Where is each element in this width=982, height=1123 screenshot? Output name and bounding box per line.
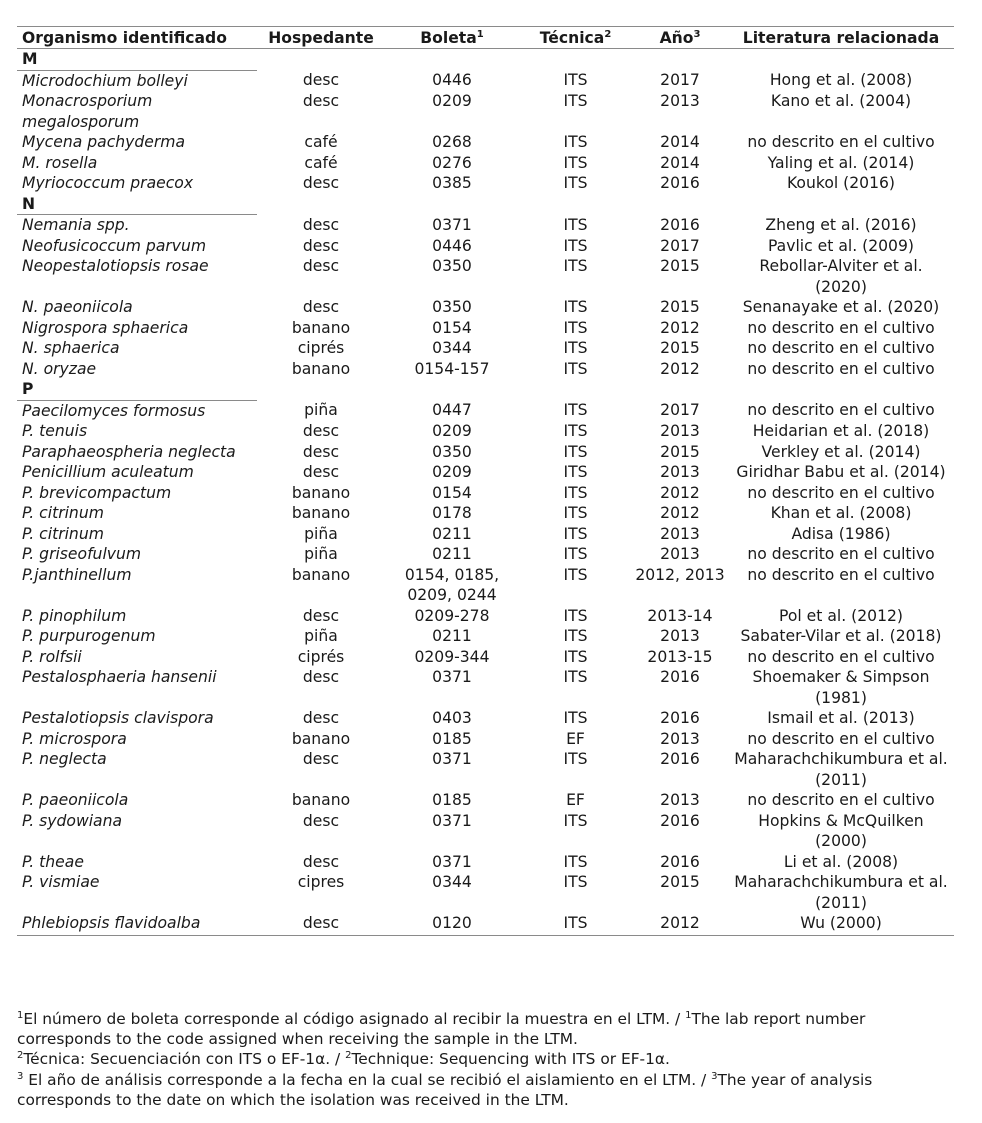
header-literature: Literatura relacionada <box>728 27 954 49</box>
cell-boleta: 0371 <box>432 750 472 768</box>
cell-organism: Nemania spp. <box>22 216 130 234</box>
cell-boleta: 0268 <box>432 133 472 151</box>
cell-technique: ITS <box>563 318 588 337</box>
cell-host: banano <box>291 483 351 502</box>
cell-boleta: 0385 <box>432 174 472 192</box>
cell-technique: ITS <box>563 133 588 151</box>
section-letter: P <box>17 379 257 400</box>
cell-technique: ITS <box>563 668 588 686</box>
cell-year: 2017 <box>660 401 700 419</box>
cell-year: 2012 <box>660 359 700 378</box>
cell-literature: Pol et al. (2012) <box>779 606 903 625</box>
cell-host: desc <box>302 215 340 234</box>
table-row <box>17 70 954 91</box>
cell-year: 2015 <box>660 298 700 316</box>
cell-host: banano <box>291 504 351 522</box>
cell-year: 2017 <box>660 71 700 89</box>
cell-host: piña <box>304 545 338 563</box>
table-row <box>17 256 954 297</box>
cell-organism: Pestalotiopsis clavispora <box>22 709 214 727</box>
cell-technique: ITS <box>563 565 588 584</box>
cell-organism: P. vismiae <box>22 873 100 891</box>
cell-host: desc <box>302 92 340 110</box>
cell-host: desc <box>257 913 385 935</box>
table-row <box>17 811 954 852</box>
cell-boleta: 0154, 0185, 0209, 0244 <box>404 565 500 604</box>
cell-year: 2013 <box>660 627 700 645</box>
cell-technique: ITS <box>563 504 588 522</box>
cell-host: desc <box>302 257 340 275</box>
table-row <box>17 708 954 729</box>
cell-year: 2016 <box>660 709 700 727</box>
table-row <box>17 236 954 257</box>
cell-organism: N. paeoniicola <box>22 298 133 316</box>
footnotes <box>17 1009 957 1110</box>
cell-year: 2015 <box>660 339 700 357</box>
cell-year: 2017 <box>660 236 700 255</box>
header-host: Hospedante <box>257 27 385 49</box>
cell-literature: Heidarian et al. (2018) <box>752 422 930 440</box>
cell-technique: ITS <box>563 359 588 378</box>
cell-boleta: 0446 <box>432 71 472 89</box>
cell-organism: P. brevicompactum <box>22 483 172 502</box>
table-row <box>17 524 954 545</box>
table-row <box>17 173 954 194</box>
table-row <box>17 729 954 750</box>
cell-technique: ITS <box>563 401 588 419</box>
table-row <box>17 483 954 504</box>
cell-boleta: 0371 <box>432 811 472 830</box>
cell-organism: P. tenuis <box>22 422 88 440</box>
footnote-1: $^1$El número de boleta corresponde al código asignado al recibir la muestra en el LTM. / $^1$The lab report number corresponds to the code assigned when receiving the sample in the LTM. <box>17 1009 866 1049</box>
cell-boleta: 0344 <box>432 339 472 357</box>
cell-technique: ITS <box>563 750 588 768</box>
cell-boleta: 0350 <box>432 442 472 461</box>
cell-literature: no descrito en el cultivo <box>747 401 935 419</box>
table-row <box>17 318 954 339</box>
cell-year: 2012 <box>632 913 728 935</box>
cell-host: café <box>304 153 338 172</box>
cell-boleta: 0371 <box>432 852 472 871</box>
cell-literature: no descrito en el cultivo <box>747 791 935 809</box>
cell-literature: Hopkins & McQuilken (2000) <box>758 811 924 850</box>
cell-technique: ITS <box>563 92 588 110</box>
table-row <box>17 606 954 627</box>
cell-boleta: 0211 <box>432 627 472 645</box>
cell-literature: Sabater-Vilar et al. (2018) <box>740 627 942 645</box>
cell-organism: P. griseofulvum <box>22 545 142 563</box>
cell-technique: ITS <box>563 852 588 871</box>
cell-literature: no descrito en el cultivo <box>747 133 935 151</box>
cell-year: 2013 <box>660 524 700 543</box>
cell-technique: ITS <box>563 71 588 89</box>
cell-literature: Zheng et al. (2016) <box>765 215 917 234</box>
cell-literature: no descrito en el cultivo <box>747 483 935 502</box>
section-letter-filler <box>257 194 954 215</box>
cell-literature: Li et al. (2008) <box>783 852 899 871</box>
cell-host: banano <box>291 729 351 748</box>
table-row <box>17 503 954 524</box>
cell-technique: ITS <box>563 174 588 192</box>
cell-literature: Rebollar-Alviter et al. (2020) <box>759 257 923 296</box>
header-technique: Técnica$^2$ <box>519 27 632 49</box>
cell-literature: Koukol (2016) <box>786 174 896 192</box>
cell-host: piña <box>304 627 338 645</box>
cell-technique: ITS <box>563 483 588 502</box>
cell-literature: Verkley et al. (2014) <box>761 442 921 461</box>
cell-boleta: 0185 <box>432 729 472 748</box>
table-row <box>17 400 954 421</box>
cell-boleta: 0154 <box>432 483 472 502</box>
cell-organism: P. theae <box>22 852 84 871</box>
cell-organism: Myriococcum praecox <box>22 174 194 192</box>
section-letter: N <box>17 194 257 215</box>
cell-organism: Neopestalotiopsis rosae <box>22 257 209 275</box>
cell-organism: P. paeoniicola <box>22 791 129 809</box>
cell-year: 2016 <box>660 852 700 871</box>
cell-organism: P. pinophilum <box>22 606 127 625</box>
cell-organism: Paecilomyces formosus <box>22 401 206 420</box>
cell-year: 2012 <box>660 504 700 522</box>
cell-host: desc <box>302 298 340 316</box>
cell-year: 2013 <box>660 791 700 809</box>
cell-boleta: 0154 <box>432 318 472 337</box>
cell-literature: no descrito en el cultivo <box>747 729 935 748</box>
cell-technique: EF <box>566 729 585 748</box>
table-row <box>17 462 954 483</box>
cell-organism: P. citrinum <box>22 504 104 522</box>
cell-organism: P. sydowiana <box>22 811 123 830</box>
section-letter-row <box>17 379 954 400</box>
table-row <box>17 667 954 708</box>
cell-year: 2016 <box>660 750 700 768</box>
cell-host: desc <box>302 750 340 768</box>
cell-host: desc <box>302 422 340 440</box>
cell-year: 2016 <box>660 215 700 234</box>
cell-technique: ITS <box>563 257 588 275</box>
cell-technique: ITS <box>519 913 632 935</box>
cell-technique: ITS <box>563 236 588 255</box>
cell-organism: P. citrinum <box>22 524 104 543</box>
table-row <box>17 421 954 442</box>
cell-technique: EF <box>566 791 585 809</box>
cell-year: 2013 <box>660 92 700 110</box>
table-row <box>17 544 954 565</box>
table-row <box>17 565 954 606</box>
cell-year: 2013 <box>660 422 700 440</box>
cell-literature: Maharachchikumbura et al. (2011) <box>734 873 948 912</box>
cell-year: 2013-15 <box>647 647 713 666</box>
cell-literature: Khan et al. (2008) <box>770 504 912 522</box>
cell-year: 2015 <box>660 257 700 275</box>
cell-boleta: 0211 <box>432 524 472 543</box>
table-row <box>17 749 954 790</box>
cell-host: desc <box>302 668 340 686</box>
cell-organism: P. purpurogenum <box>22 627 156 645</box>
cell-technique: ITS <box>563 442 588 461</box>
cell-organism: Monacrosporium megalosporum <box>22 92 153 131</box>
cell-boleta: 0120 <box>385 913 519 935</box>
cell-host: desc <box>302 463 340 481</box>
cell-year: 2014 <box>660 133 700 151</box>
cell-organism: N. sphaerica <box>22 339 120 357</box>
table-body <box>17 49 954 936</box>
cell-year: 2012 <box>660 318 700 337</box>
cell-boleta: 0209 <box>432 422 472 440</box>
cell-boleta: 0350 <box>432 257 472 275</box>
cell-year: 2013 <box>660 463 700 481</box>
cell-organism: Penicillium aculeatum <box>22 463 194 481</box>
section-letter-row <box>17 49 954 71</box>
cell-organism: P.janthinellum <box>22 565 132 584</box>
header-organism: Organismo identificado <box>17 27 257 49</box>
cell-literature: no descrito en el cultivo <box>747 359 935 378</box>
cell-literature: Shoemaker & Simpson (1981) <box>752 668 930 707</box>
cell-host: desc <box>302 174 340 192</box>
cell-literature: Ismail et al. (2013) <box>767 709 915 727</box>
cell-boleta: 0185 <box>432 791 472 809</box>
cell-year: 2016 <box>660 174 700 192</box>
cell-host: café <box>304 133 338 151</box>
cell-technique: ITS <box>563 873 588 891</box>
cell-year: 2016 <box>660 811 700 830</box>
table-header-row <box>17 27 954 49</box>
cell-host: banano <box>291 359 351 378</box>
cell-technique: ITS <box>563 811 588 830</box>
cell-year: 2012 <box>660 483 700 502</box>
cell-organism: P. microspora <box>22 729 127 748</box>
section-letter-filler <box>257 49 954 71</box>
cell-technique: ITS <box>563 339 588 357</box>
cell-host: banano <box>291 318 351 337</box>
cell-technique: ITS <box>563 463 588 481</box>
cell-literature: no descrito en el cultivo <box>747 545 935 563</box>
cell-host: desc <box>302 709 340 727</box>
cell-organism: Paraphaeospheria neglecta <box>22 442 236 461</box>
table-row <box>17 913 954 935</box>
table-row <box>17 359 954 380</box>
cell-boleta: 0371 <box>432 215 472 234</box>
cell-literature: Maharachchikumbura et al. (2011) <box>734 750 948 789</box>
cell-organism: M. rosella <box>22 153 98 172</box>
section-letter: M <box>17 49 257 71</box>
cell-literature: no descrito en el cultivo <box>747 318 935 337</box>
cell-boleta: 0371 <box>432 668 472 686</box>
cell-year: 2012, 2013 <box>635 565 725 584</box>
cell-boleta: 0209 <box>432 92 472 110</box>
cell-host: cipres <box>297 873 345 891</box>
cell-organism: Microdochium bolleyi <box>22 71 188 90</box>
cell-boleta: 0447 <box>432 401 472 419</box>
cell-boleta: 0154-157 <box>414 359 490 378</box>
cell-organism: P. neglecta <box>22 750 107 768</box>
cell-literature: Adisa (1986) <box>791 524 891 543</box>
cell-literature: Yaling et al. (2014) <box>767 153 915 172</box>
table-row <box>17 872 954 913</box>
cell-organism: N. oryzae <box>22 359 97 378</box>
cell-host: desc <box>302 811 340 830</box>
header-year: Año$^3$ <box>632 27 728 49</box>
cell-technique: ITS <box>563 545 588 563</box>
cell-host: ciprés <box>297 339 345 357</box>
cell-organism: Pestalosphaeria hansenii <box>22 668 217 686</box>
footnote-3: $^3$ El año de análisis corresponde a la fecha en la cual se recibió el aislamiento en el LTM. / $^3$The year of analysis corresponds to the date on which the isolation was received in the LTM. <box>17 1070 873 1109</box>
cell-boleta: 0350 <box>432 298 472 316</box>
cell-literature: no descrito en el cultivo <box>747 647 935 666</box>
cell-literature: Pavlic et al. (2009) <box>767 236 914 255</box>
cell-organism: Neofusicoccum parvum <box>22 236 207 255</box>
table-row <box>17 626 954 647</box>
cell-boleta: 0446 <box>432 236 472 255</box>
cell-literature: Senanayake et al. (2020) <box>742 298 940 316</box>
table-row <box>17 132 954 153</box>
cell-technique: ITS <box>563 298 588 316</box>
cell-boleta: 0209-278 <box>414 606 490 625</box>
cell-literature: Wu (2000) <box>728 913 954 935</box>
footnote-2: $^2$Técnica: Secuenciación con ITS o EF-1α. / $^2$Technique: Sequencing with ITS or EF-1α. <box>17 1050 670 1069</box>
cell-literature: no descrito en el cultivo <box>747 565 935 584</box>
cell-boleta: 0211 <box>432 545 472 563</box>
cell-technique: ITS <box>563 422 588 440</box>
table-row <box>17 790 954 811</box>
table-row <box>17 338 954 359</box>
cell-literature: Kano et al. (2004) <box>770 92 912 110</box>
cell-technique: ITS <box>563 647 588 666</box>
cell-boleta: 0209-344 <box>414 647 490 666</box>
cell-literature: no descrito en el cultivo <box>747 339 935 357</box>
cell-boleta: 0344 <box>432 873 472 891</box>
cell-organism: P. rolfsii <box>22 647 82 666</box>
cell-literature: Hong et al. (2008) <box>769 71 913 89</box>
header-boleta: Boleta$^1$ <box>385 27 519 49</box>
section-letter-row <box>17 194 954 215</box>
table-row <box>17 647 954 668</box>
cell-year: 2013 <box>660 545 700 563</box>
cell-organism: Phlebiopsis flavidoalba <box>17 913 257 935</box>
cell-technique: ITS <box>563 153 588 172</box>
table-row <box>17 852 954 873</box>
cell-year: 2015 <box>660 442 700 461</box>
cell-host: banano <box>291 565 351 584</box>
cell-boleta: 0209 <box>432 463 472 481</box>
cell-boleta: 0276 <box>432 153 472 172</box>
cell-technique: ITS <box>563 215 588 234</box>
cell-technique: ITS <box>563 606 588 625</box>
cell-host: piña <box>304 524 338 543</box>
cell-technique: ITS <box>563 709 588 727</box>
cell-year: 2013 <box>660 729 700 748</box>
cell-boleta: 0178 <box>432 504 472 522</box>
cell-year: 2015 <box>660 873 700 891</box>
cell-host: desc <box>302 236 340 255</box>
cell-organism: Mycena pachyderma <box>22 133 186 151</box>
cell-organism: Nigrospora sphaerica <box>22 318 189 337</box>
cell-host: desc <box>302 71 340 89</box>
cell-year: 2013-14 <box>647 606 713 625</box>
cell-technique: ITS <box>563 524 588 543</box>
cell-host: banano <box>291 791 351 809</box>
cell-host: desc <box>302 606 340 625</box>
cell-literature: Giridhar Babu et al. (2014) <box>736 463 946 481</box>
organism-table <box>17 26 954 936</box>
table-row <box>17 215 954 236</box>
table-row <box>17 91 954 132</box>
cell-host: desc <box>302 852 340 871</box>
table-row <box>17 153 954 174</box>
cell-boleta: 0403 <box>432 709 472 727</box>
cell-year: 2016 <box>660 668 700 686</box>
cell-host: desc <box>302 442 340 461</box>
cell-year: 2014 <box>660 153 700 172</box>
table-row <box>17 297 954 318</box>
cell-technique: ITS <box>563 627 588 645</box>
cell-host: piña <box>304 401 338 419</box>
section-letter-filler <box>257 379 954 400</box>
table-row <box>17 442 954 463</box>
cell-host: ciprés <box>297 647 345 666</box>
